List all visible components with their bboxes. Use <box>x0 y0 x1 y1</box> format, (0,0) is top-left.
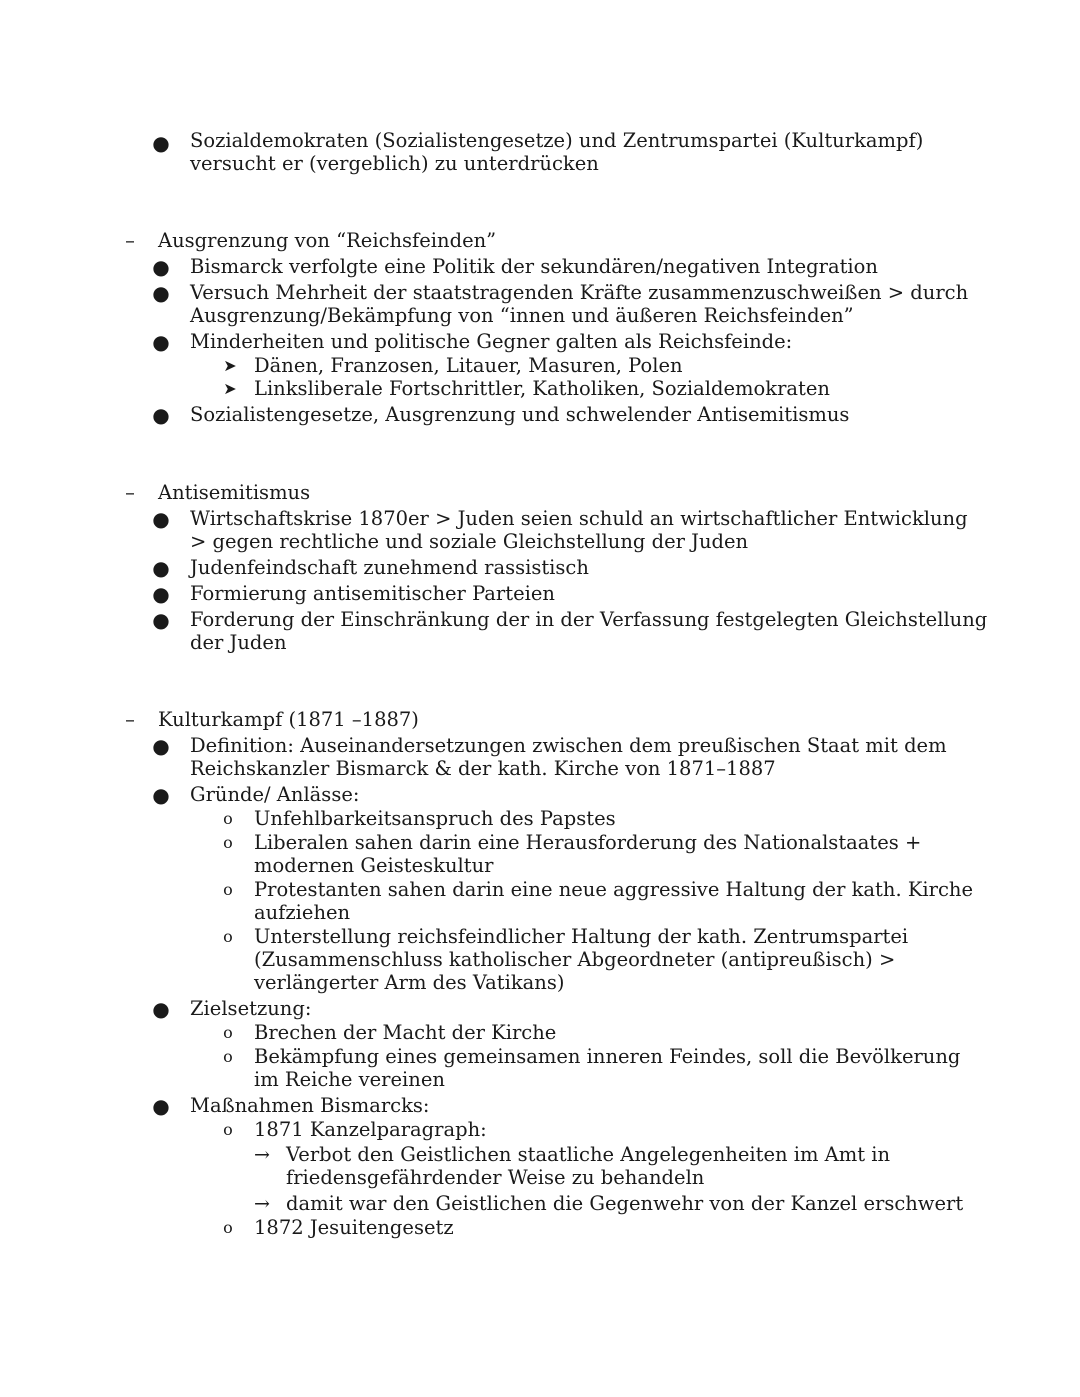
bullet-icon: ● <box>152 997 170 1021</box>
text-line: > gegen rechtliche und soziale Gleichstellung der Juden <box>190 530 749 553</box>
text-line: aufziehen <box>254 901 351 924</box>
text-line: Versuch Mehrheit der staatstragenden Kräfte zusammenzuschweißen > durch <box>190 281 969 304</box>
text-line: im Reiche vereinen <box>254 1068 445 1091</box>
text-line: der Juden <box>190 631 287 654</box>
circle-bullet-icon: o <box>223 927 233 946</box>
bullet-icon: ● <box>152 281 170 305</box>
text-line: Wirtschaftskrise 1870er > Juden seien schuld an wirtschaftlicher Entwicklung <box>190 507 968 530</box>
text-line: Unfehlbarkeitsanspruch des Papstes <box>254 807 616 830</box>
text-line: Bismarck verfolgte eine Politik der sekundären/negativen Integration <box>190 255 878 278</box>
text-line: Dänen, Franzosen, Litauer, Masuren, Polen <box>254 354 683 377</box>
text-line: modernen Geisteskultur <box>254 854 494 877</box>
circle-bullet-icon: o <box>223 880 233 899</box>
text-line: friedensgefährdender Weise zu behandeln <box>286 1166 705 1189</box>
text-line: Gründe/ Anlässe: <box>190 783 360 806</box>
arrow-right-icon: → <box>254 1193 270 1215</box>
text-line: Formierung antisemitischer Parteien <box>190 582 555 605</box>
text-line: 1872 Jesuitengesetz <box>254 1216 454 1239</box>
arrowhead-icon: ➤ <box>223 356 237 375</box>
bullet-icon: ● <box>152 255 170 279</box>
text-line: Forderung der Einschränkung der in der Verfassung festgelegten Gleichstellung <box>190 608 988 631</box>
text-line: Brechen der Macht der Kirche <box>254 1021 557 1044</box>
text-line: (Zusammenschluss katholischer Abgeordneter (antipreußisch) > <box>254 948 896 971</box>
text-line: versucht er (vergeblich) zu unterdrücken <box>190 152 599 175</box>
bullet-icon: ● <box>152 330 170 354</box>
bullet-icon: ● <box>152 1094 170 1118</box>
bullet-icon: ● <box>152 582 170 606</box>
text-line: verlängerter Arm des Vatikans) <box>254 971 565 994</box>
dash-icon: – <box>125 708 135 731</box>
text-line: Protestanten sahen darin eine neue aggressive Haltung der kath. Kirche <box>254 878 973 901</box>
dash-icon: – <box>125 481 135 504</box>
circle-bullet-icon: o <box>223 833 233 852</box>
text-line: Ausgrenzung/Bekämpfung von “innen und äußeren Reichsfeinden” <box>190 304 854 327</box>
text-line: Judenfeindschaft zunehmend rassistisch <box>190 556 589 579</box>
bullet-icon: ● <box>152 556 170 580</box>
text-line: Bekämpfung eines gemeinsamen inneren Feindes, soll die Bevölkerung <box>254 1045 961 1068</box>
bullet-icon: ● <box>152 783 170 807</box>
text-line: Maßnahmen Bismarcks: <box>190 1094 430 1117</box>
circle-bullet-icon: o <box>223 1023 233 1042</box>
text-line: Definition: Auseinandersetzungen zwischen dem preußischen Staat mit dem <box>190 734 947 757</box>
dash-icon: – <box>125 229 135 252</box>
text-line: Sozialistengesetze, Ausgrenzung und schwelender Antisemitismus <box>190 403 850 426</box>
bullet-icon: ● <box>152 734 170 758</box>
text-line: Liberalen sahen darin eine Herausforderung des Nationalstaates + <box>254 831 922 854</box>
bullet-icon: ● <box>152 131 170 155</box>
circle-bullet-icon: o <box>223 1218 233 1237</box>
text-line: Minderheiten und politische Gegner galten als Reichsfeinde: <box>190 330 793 353</box>
arrowhead-icon: ➤ <box>223 379 237 398</box>
text-line: Verbot den Geistlichen staatliche Angelegenheiten im Amt in <box>286 1143 891 1166</box>
text-line: 1871 Kanzelparagraph: <box>254 1118 487 1141</box>
bullet-icon: ● <box>152 507 170 531</box>
text-line: Sozialdemokraten (Sozialistengesetze) und Zentrumspartei (Kulturkampf) <box>190 129 924 152</box>
bullet-icon: ● <box>152 608 170 632</box>
text-line: Unterstellung reichsfeindlicher Haltung der kath. Zentrumspartei <box>254 925 909 948</box>
text-line: damit war den Geistlichen die Gegenwehr von der Kanzel erschwert <box>286 1192 964 1215</box>
text-line: Zielsetzung: <box>190 997 312 1020</box>
text-line: Linksliberale Fortschrittler, Katholiken, Sozialdemokraten <box>254 377 830 400</box>
arrow-right-icon: → <box>254 1144 270 1166</box>
section-heading-kulturkampf: Kulturkampf (1871 –1887) <box>158 708 419 731</box>
circle-bullet-icon: o <box>223 809 233 828</box>
bullet-icon: ● <box>152 403 170 427</box>
circle-bullet-icon: o <box>223 1120 233 1139</box>
section-heading-antisemitismus: Antisemitismus <box>158 481 311 504</box>
text-line: Reichskanzler Bismarck & der kath. Kirche von 1871–1887 <box>190 757 776 780</box>
section-heading-reichsfeinde: Ausgrenzung von “Reichsfeinden” <box>158 229 497 252</box>
circle-bullet-icon: o <box>223 1047 233 1066</box>
